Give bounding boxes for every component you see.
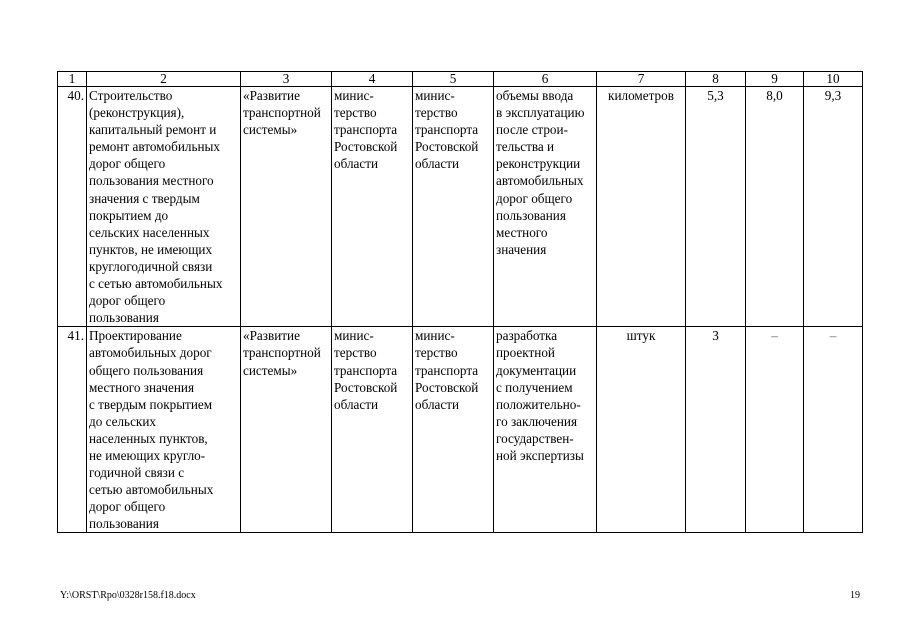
indicator (494, 87, 597, 327)
text-line: сетью автомобильных (89, 482, 214, 498)
text-line: дорог общего (89, 293, 166, 309)
text-line: области (415, 156, 460, 172)
text-line: транспортной (243, 345, 321, 361)
executor (332, 327, 413, 533)
text-line: области (334, 156, 379, 172)
text-line: минис- (334, 88, 374, 103)
text-line: не имеющих кругло- (89, 447, 206, 463)
text-line: значения с твердым (89, 190, 200, 206)
text-line: круглогодичной связи (89, 258, 213, 274)
unit: штук (597, 327, 686, 533)
value-col9: – (746, 327, 804, 533)
text-line: проектной (496, 345, 555, 361)
value-col8: 3 (686, 327, 746, 533)
column-header: 5 (413, 72, 494, 87)
text-line: терство (334, 345, 377, 361)
text-line: с получением (496, 379, 573, 395)
text-line: транспорта (415, 362, 479, 378)
text-line: Строительство (89, 88, 173, 103)
text-line: (реконструкция), (89, 105, 185, 121)
column-header: 8 (686, 72, 746, 87)
text-line: пользования местного (89, 173, 214, 189)
text-line: ремонт автомобильных (89, 139, 220, 155)
text-line: в эксплуатацию (496, 105, 585, 121)
column-header: 3 (241, 72, 332, 87)
text-line: го заключения (496, 413, 578, 429)
measure-name (87, 327, 241, 533)
text-line: капитальный ремонт и (89, 122, 217, 138)
column-header: 2 (87, 72, 241, 87)
text-line: транспорта (415, 122, 479, 138)
text-line: пользования (496, 207, 566, 223)
text-line: реконструкции (496, 156, 581, 172)
text-line: Ростовской (334, 139, 398, 155)
column-header: 1 (58, 72, 87, 87)
customer (413, 327, 494, 533)
text-line: пользования (89, 516, 159, 532)
text-line: общего пользования (89, 362, 204, 378)
text-line: с сетью автомобильных (89, 276, 223, 292)
header-row (58, 72, 863, 87)
column-header: 7 (597, 72, 686, 87)
text-line: пунктов, не имеющих (89, 241, 213, 257)
text-line: терство (415, 105, 458, 121)
text-line: пользования (89, 310, 159, 326)
executor (332, 87, 413, 327)
text-line: Ростовской (415, 139, 479, 155)
value-col10: – (804, 327, 863, 533)
text-line: транспорта (334, 122, 398, 138)
column-header: 9 (746, 72, 804, 87)
column-header: 6 (494, 72, 597, 87)
text-line: положительно- (496, 396, 581, 412)
text-line: дорог общего (89, 499, 166, 515)
text-line: терство (334, 105, 377, 121)
program-table (57, 71, 863, 533)
page-number: 19 (850, 590, 860, 601)
text-line: области (415, 396, 460, 412)
measure-name (87, 87, 241, 327)
customer (413, 87, 494, 327)
text-line: автомобильных (496, 173, 584, 189)
unit: километров (597, 87, 686, 327)
text-line: объемы ввода (496, 88, 574, 103)
column-header: 10 (804, 72, 863, 87)
text-line: терство (415, 345, 458, 361)
text-line: минис- (415, 328, 455, 344)
text-line: ной экспертизы (496, 447, 584, 463)
indicator (494, 327, 597, 533)
text-line: сельских населенных (89, 224, 210, 240)
text-line: транспорта (334, 362, 398, 378)
text-line: Ростовской (415, 379, 479, 395)
row-number: 41. (58, 327, 87, 533)
text-line: населенных пунктов, (89, 430, 208, 446)
text-line: системы» (243, 122, 298, 138)
text-line: Ростовской (334, 379, 398, 395)
value-col9: 8,0 (746, 87, 804, 327)
text-line: местного (496, 224, 548, 240)
text-line: Проектирование (89, 328, 182, 344)
table-row (58, 327, 863, 533)
program-name (241, 87, 332, 327)
text-line: годичной связи с (89, 465, 185, 481)
text-line: дорог общего (89, 156, 166, 172)
text-line: разработка (496, 328, 558, 344)
text-line: местного значения (89, 379, 195, 395)
text-line: с твердым покрытием (89, 396, 213, 412)
text-line: дорог общего (496, 190, 573, 206)
value-col10: 9,3 (804, 87, 863, 327)
text-line: транспортной (243, 105, 321, 121)
row-number: 40. (58, 87, 87, 327)
text-line: системы» (243, 362, 298, 378)
table-row (58, 87, 863, 327)
text-line: минис- (415, 88, 455, 103)
text-line: документации (496, 362, 577, 378)
text-line: «Развитие (243, 328, 300, 344)
text-line: области (334, 396, 379, 412)
text-line: тельства и (496, 139, 555, 155)
document-path: Y:\ORST\Rpo\0328r158.f18.docx (60, 590, 196, 601)
text-line: после строи- (496, 122, 568, 138)
text-line: автомобильных дорог (89, 345, 212, 361)
text-line: значения (496, 241, 547, 257)
column-header: 4 (332, 72, 413, 87)
text-line: «Развитие (243, 88, 300, 103)
text-line: государствен- (496, 430, 574, 446)
text-line: до сельских (89, 413, 156, 429)
text-line: минис- (334, 328, 374, 344)
text-line: покрытием до (89, 207, 169, 223)
program-name (241, 327, 332, 533)
value-col8: 5,3 (686, 87, 746, 327)
